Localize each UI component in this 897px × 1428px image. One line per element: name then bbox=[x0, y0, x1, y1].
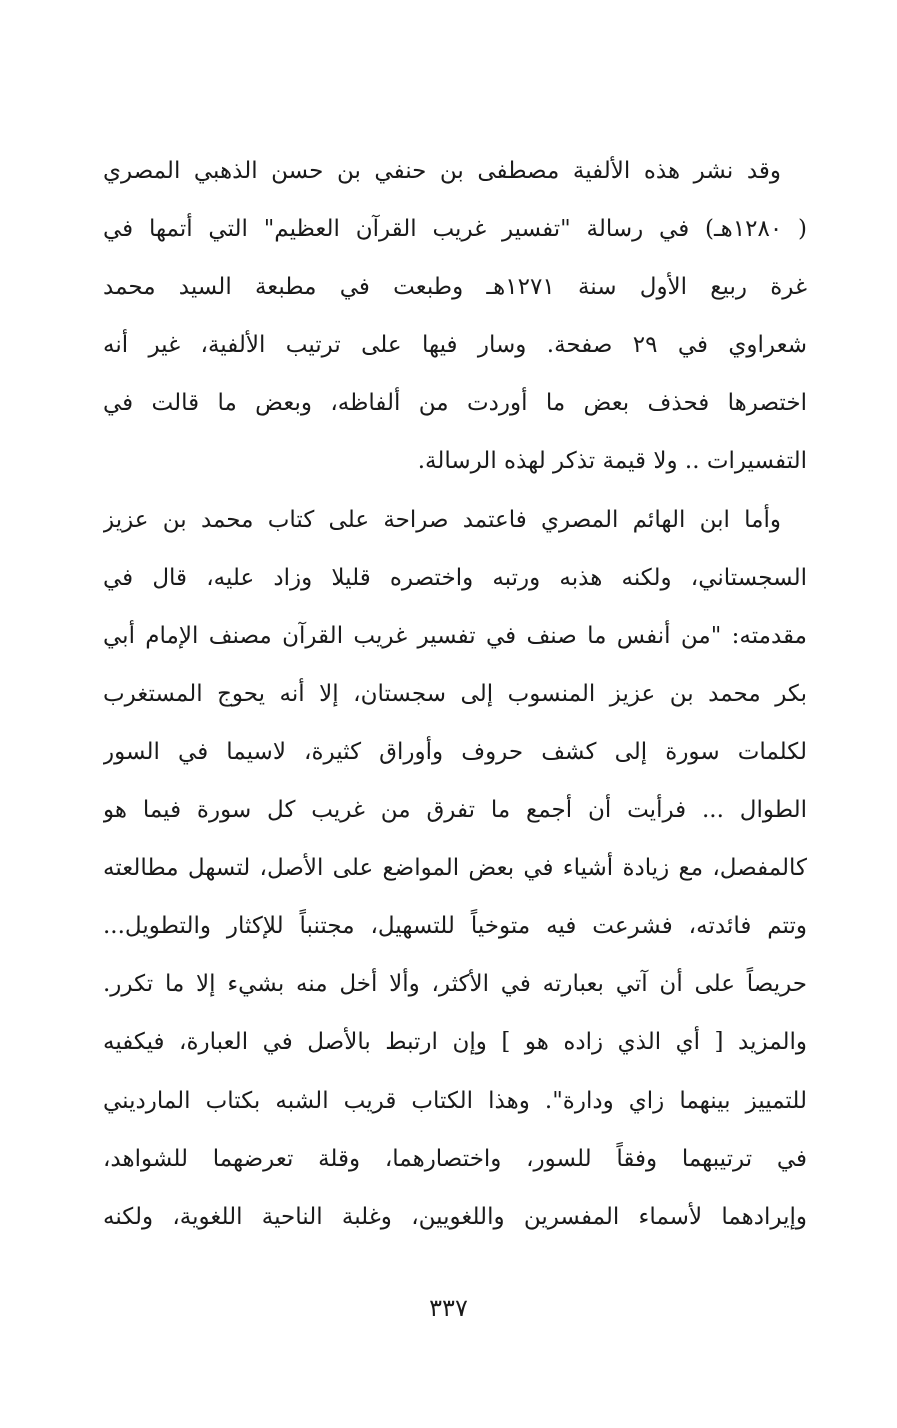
text-line: الطوال ... فرأيت أن أجمع ما تفرق من غريب كل سورة فيما هو bbox=[103, 797, 807, 824]
text-line: وقد نشر هذه الألفية مصطفى بن حنفي بن حسن الذهبي المصري bbox=[103, 158, 781, 184]
paragraph-2 bbox=[103, 491, 807, 1246]
text-line: غرة ربيع الأول سنة ١٢٧١هـ وطبعت في مطبعة السيد محمد bbox=[103, 274, 807, 301]
text-line: التفسيرات .. ولا قيمة تذكر لهذه الرسالة. bbox=[417, 448, 807, 475]
text-line: مقدمته: "من أنفس ما صنف في تفسير غريب القرآن مصنف الإمام أبي bbox=[103, 622, 807, 649]
text-line: لكلمات سورة إلى كشف حروف وأوراق كثيرة، لاسيما في السور bbox=[103, 738, 807, 765]
text-line: حريصاً على أن آتي بعبارته في الأكثر، وألا أخل منه بشيء إلا ما تكرر. bbox=[103, 971, 807, 998]
page-body bbox=[103, 142, 807, 1246]
text-line: كالمفصل، مع زيادة أشياء في بعض المواضع على الأصل، لتسهل مطالعته bbox=[103, 855, 807, 882]
text-line: اختصرها فحذف بعض ما أوردت من ألفاظه، وبعض ما قالت في bbox=[103, 390, 807, 417]
text-line: للتمييز بينهما زاي ودارة". وهذا الكتاب قريب الشبه بكتاب المارديني bbox=[103, 1087, 807, 1114]
text-line: ( ١٢٨٠هـ) في رسالة "تفسير غريب القرآن العظيم" التي أتمها في bbox=[103, 216, 807, 243]
paragraph-1 bbox=[103, 142, 807, 491]
text-line: في ترتيبهما وفقاً للسور، واختصارهما، وقلة تعرضهما للشواهد، bbox=[103, 1145, 807, 1172]
page-number: ٣٣٧ bbox=[429, 1294, 468, 1322]
text-line: شعراوي في ٢٩ صفحة. وسار فيها على ترتيب الألفية، غير أنه bbox=[103, 332, 807, 359]
text-line: وتتم فائدته، فشرعت فيه متوخياً للتسهيل، مجتنباً للإكثار والتطويل... bbox=[103, 913, 807, 940]
text-line: وأما ابن الهائم المصري فاعتمد صراحة على كتاب محمد بن عزيز bbox=[103, 506, 781, 533]
text-line: وإيرادهما لأسماء المفسرين واللغويين، وغلبة الناحية اللغوية، ولكنه bbox=[103, 1203, 807, 1230]
text-line: بكر محمد بن عزيز المنسوب إلى سجستان، إلا أنه يحوج المستغرب bbox=[103, 680, 807, 707]
text-line: السجستاني، ولكنه هذبه ورتبه واختصره قليلا وزاد عليه، قال في bbox=[103, 564, 807, 591]
text-line: والمزيد [ أي الذي زاده هو ] وإن ارتبط بالأصل في العبارة، فيكفيه bbox=[103, 1029, 807, 1056]
